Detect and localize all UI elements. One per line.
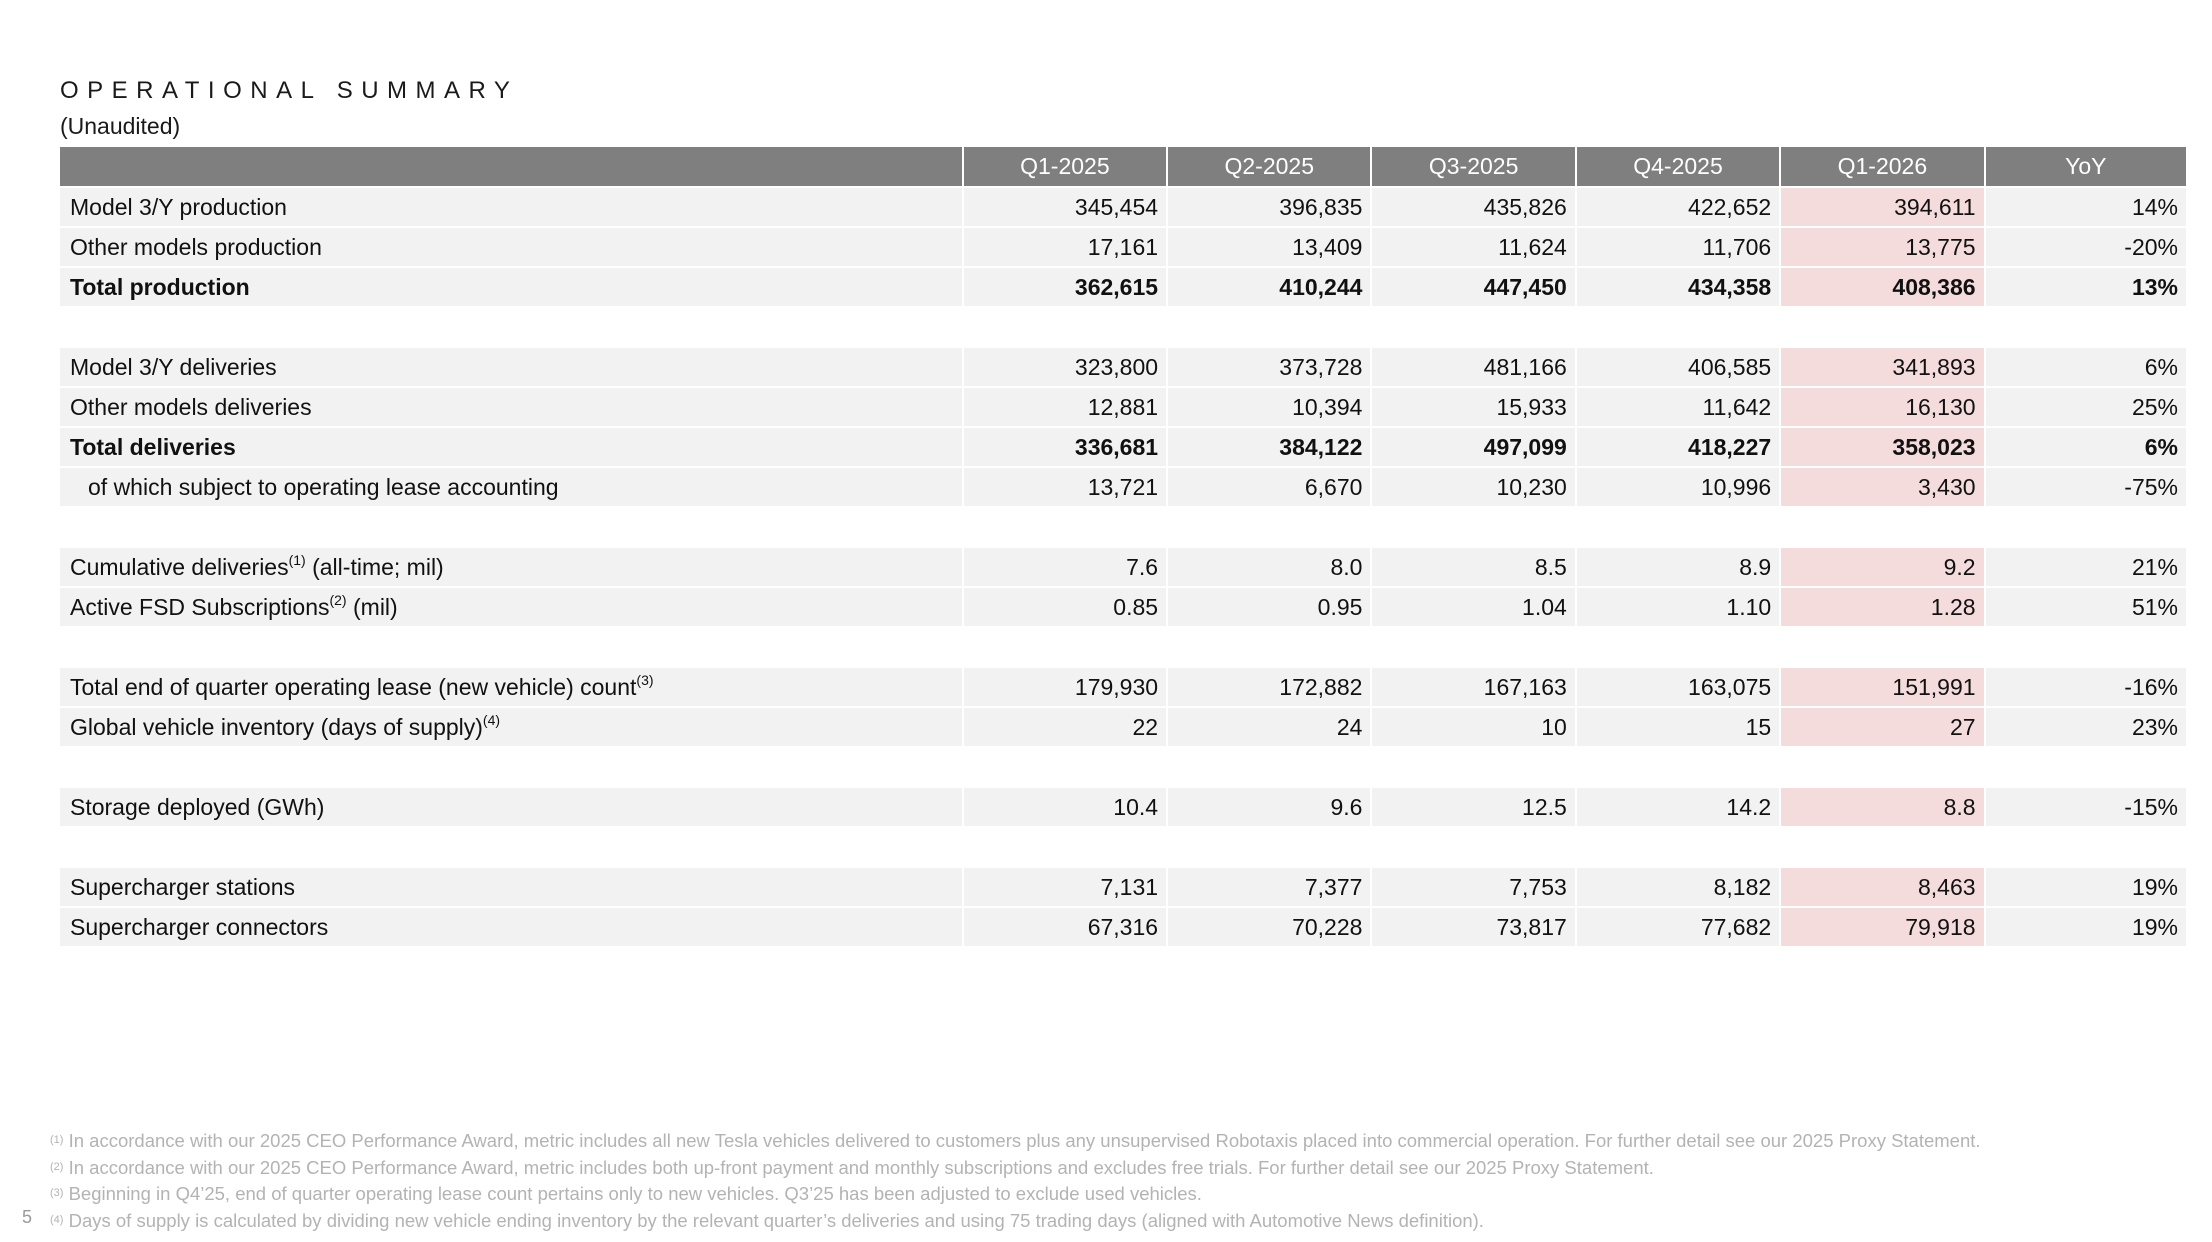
yoy-cell: 6% — [1984, 346, 2186, 386]
value-cell: 384,122 — [1166, 426, 1370, 466]
value-cell: 12.5 — [1370, 786, 1574, 826]
row-label — [60, 426, 962, 466]
footnote-marker: (3) — [636, 671, 654, 688]
value-cell: 0.95 — [1166, 586, 1370, 626]
value-cell: 373,728 — [1166, 346, 1370, 386]
value-cell: 13,409 — [1166, 226, 1370, 266]
value-cell: 12,881 — [962, 386, 1166, 426]
header-q1-2026: Q1-2026 — [1779, 147, 1983, 186]
yoy-cell: 21% — [1984, 546, 2186, 586]
table-row — [60, 346, 2186, 386]
header-q2-2025: Q2-2025 — [1166, 147, 1370, 186]
value-cell: 7,377 — [1166, 866, 1370, 906]
yoy-cell: -15% — [1984, 786, 2186, 826]
value-cell: 406,585 — [1575, 346, 1779, 386]
footnote-marker: (2) — [329, 591, 347, 608]
value-cell: 27 — [1779, 706, 1983, 746]
value-cell: 77,682 — [1575, 906, 1779, 946]
row-label-text: Cumulative deliveries — [70, 553, 289, 580]
yoy-cell: 19% — [1984, 906, 2186, 946]
page-title: OPERATIONAL SUMMARY — [60, 77, 519, 104]
header-label-cell — [60, 147, 962, 186]
row-label-suffix: (mil) — [346, 593, 398, 620]
footnote-number: (1) — [50, 1134, 64, 1146]
footnote-marker: (1) — [288, 551, 306, 568]
yoy-cell: -75% — [1984, 466, 2186, 506]
value-cell: 22 — [962, 706, 1166, 746]
value-cell: 17,161 — [962, 226, 1166, 266]
row-label — [60, 266, 962, 306]
row-label-text: Supercharger stations — [70, 873, 296, 900]
value-cell: 0.85 — [962, 586, 1166, 626]
value-cell: 11,642 — [1575, 386, 1779, 426]
value-cell: 14.2 — [1575, 786, 1779, 826]
yoy-cell: -20% — [1984, 226, 2186, 266]
row-label — [60, 906, 962, 946]
header-q1-2025: Q1-2025 — [962, 147, 1166, 186]
yoy-cell: 25% — [1984, 386, 2186, 426]
value-cell: 11,624 — [1370, 226, 1574, 266]
row-label — [60, 546, 962, 586]
row-label — [60, 586, 962, 626]
table-row — [60, 386, 2186, 426]
header-yoy: YoY — [1984, 147, 2186, 186]
value-cell: 323,800 — [962, 346, 1166, 386]
table-row — [60, 706, 2186, 746]
row-label — [60, 866, 962, 906]
table-row — [60, 786, 2186, 826]
spacer-row — [60, 826, 2186, 866]
value-cell: 15,933 — [1370, 386, 1574, 426]
value-cell: 10,394 — [1166, 386, 1370, 426]
value-cell: 434,358 — [1575, 266, 1779, 306]
value-cell: 408,386 — [1779, 266, 1983, 306]
yoy-cell: 51% — [1984, 586, 2186, 626]
row-label-text: Active FSD Subscriptions — [70, 593, 330, 620]
spacer-cell — [60, 306, 2186, 346]
value-cell: 9.2 — [1779, 546, 1983, 586]
row-label-text: Global vehicle inventory (days of supply) — [70, 713, 483, 740]
value-cell: 10 — [1370, 706, 1574, 746]
spacer-row — [60, 306, 2186, 346]
row-label-text: Supercharger connectors — [70, 913, 329, 940]
row-label — [60, 706, 962, 746]
table-row — [60, 186, 2186, 226]
yoy-cell: 14% — [1984, 186, 2186, 226]
value-cell: 358,023 — [1779, 426, 1983, 466]
spacer-cell — [60, 626, 2186, 666]
table-row — [60, 586, 2186, 626]
value-cell: 167,163 — [1370, 666, 1574, 706]
row-label — [60, 786, 962, 826]
spacer-row — [60, 506, 2186, 546]
value-cell: 8.5 — [1370, 546, 1574, 586]
row-label-text: Total end of quarter operating lease (new vehicle) count — [70, 673, 637, 700]
spacer-cell — [60, 746, 2186, 786]
value-cell: 163,075 — [1575, 666, 1779, 706]
yoy-cell: 23% — [1984, 706, 2186, 746]
value-cell: 1.04 — [1370, 586, 1574, 626]
row-label-suffix: (all-time; mil) — [305, 553, 444, 580]
value-cell: 418,227 — [1575, 426, 1779, 466]
table-row — [60, 866, 2186, 906]
table-row — [60, 546, 2186, 586]
row-label — [60, 466, 962, 506]
value-cell: 13,721 — [962, 466, 1166, 506]
value-cell: 16,130 — [1779, 386, 1983, 426]
value-cell: 8.9 — [1575, 546, 1779, 586]
row-label-text: Other models deliveries — [70, 393, 312, 420]
spacer-row — [60, 626, 2186, 666]
value-cell: 336,681 — [962, 426, 1166, 466]
value-cell: 345,454 — [962, 186, 1166, 226]
row-label-text: of which subject to operating lease accounting — [88, 473, 559, 500]
value-cell: 435,826 — [1370, 186, 1574, 226]
value-cell: 10,230 — [1370, 466, 1574, 506]
footnote-number: (4) — [50, 1213, 64, 1226]
value-cell: 362,615 — [962, 266, 1166, 306]
footnote-text: Days of supply is calculated by dividing new vehicle ending inventory by the relevant quarter’s deliveries and using 75 trading days (aligned with Automotive News definition). — [68, 1209, 1484, 1231]
row-label-text: Total production — [70, 273, 250, 300]
value-cell: 1.10 — [1575, 586, 1779, 626]
value-cell: 341,893 — [1779, 346, 1983, 386]
value-cell: 6,670 — [1166, 466, 1370, 506]
operational-summary-table — [60, 147, 2186, 946]
footnote-text: In accordance with our 2025 CEO Performance Award, metric includes all new Tesla vehicles delivered to customers plus any unsupervised Robotaxis placed into commercial operation. For further detail see our 2025 Proxy Statement. — [68, 1130, 1981, 1151]
page-number: 5 — [22, 1207, 33, 1227]
value-cell: 8,463 — [1779, 866, 1983, 906]
value-cell: 394,611 — [1779, 186, 1983, 226]
row-label-text: Other models production — [70, 233, 322, 260]
yoy-cell: -16% — [1984, 666, 2186, 706]
table-row — [60, 666, 2186, 706]
value-cell: 73,817 — [1370, 906, 1574, 946]
value-cell: 8,182 — [1575, 866, 1779, 906]
row-label-text: Storage deployed (GWh) — [70, 793, 325, 820]
table-row — [60, 426, 2186, 466]
value-cell: 11,706 — [1575, 226, 1779, 266]
row-label-text: Model 3/Y production — [70, 193, 287, 220]
value-cell: 3,430 — [1779, 466, 1983, 506]
value-cell: 9.6 — [1166, 786, 1370, 826]
row-label — [60, 186, 962, 226]
table-row — [60, 266, 2186, 306]
footnote-line — [50, 1181, 2150, 1208]
table-row — [60, 906, 2186, 946]
footnote-text: In accordance with our 2025 CEO Performance Award, metric includes both up-front payment and monthly subscriptions and excludes free trials. For further detail see our 2025 Proxy Statement. — [68, 1156, 1654, 1178]
row-label — [60, 346, 962, 386]
value-cell: 79,918 — [1779, 906, 1983, 946]
value-cell: 172,882 — [1166, 666, 1370, 706]
page-subtitle: (Unaudited) — [60, 113, 181, 139]
row-label-text: Total deliveries — [70, 433, 236, 460]
row-label — [60, 226, 962, 266]
value-cell: 410,244 — [1166, 266, 1370, 306]
value-cell: 8.0 — [1166, 546, 1370, 586]
value-cell: 70,228 — [1166, 906, 1370, 946]
value-cell: 67,316 — [962, 906, 1166, 946]
footnote-marker: (4) — [482, 711, 501, 728]
spacer-cell — [60, 506, 2186, 546]
value-cell: 497,099 — [1370, 426, 1574, 466]
table-row — [60, 466, 2186, 506]
value-cell: 447,450 — [1370, 266, 1574, 306]
value-cell: 10,996 — [1575, 466, 1779, 506]
footnote-line — [50, 1208, 2150, 1235]
yoy-cell: 13% — [1984, 266, 2186, 306]
value-cell: 7.6 — [962, 546, 1166, 586]
table-row — [60, 226, 2186, 266]
yoy-cell: 6% — [1984, 426, 2186, 466]
row-label — [60, 386, 962, 426]
footnote-line — [50, 1128, 2150, 1155]
footnote-number: (3) — [50, 1187, 64, 1199]
value-cell: 481,166 — [1370, 346, 1574, 386]
value-cell: 179,930 — [962, 666, 1166, 706]
footnote-text: Beginning in Q4’25, end of quarter operating lease count pertains only to new vehicles. Q3’25 has been adjusted to exclude used vehicles. — [68, 1183, 1202, 1204]
footnote-line — [50, 1155, 2150, 1182]
value-cell: 8.8 — [1779, 786, 1983, 826]
spacer-cell — [60, 826, 2186, 866]
spacer-row — [60, 746, 2186, 786]
value-cell: 24 — [1166, 706, 1370, 746]
value-cell: 422,652 — [1575, 186, 1779, 226]
value-cell: 10.4 — [962, 786, 1166, 826]
footnotes — [50, 1128, 2150, 1234]
value-cell: 151,991 — [1779, 666, 1983, 706]
value-cell: 1.28 — [1779, 586, 1983, 626]
header-q4-2025: Q4-2025 — [1575, 147, 1779, 186]
value-cell: 7,131 — [962, 866, 1166, 906]
value-cell: 7,753 — [1370, 866, 1574, 906]
value-cell: 13,775 — [1779, 226, 1983, 266]
row-label — [60, 666, 962, 706]
value-cell: 15 — [1575, 706, 1779, 746]
row-label-text: Model 3/Y deliveries — [70, 353, 277, 380]
yoy-cell: 19% — [1984, 866, 2186, 906]
table-header-row — [60, 147, 2186, 186]
header-q3-2025: Q3-2025 — [1370, 147, 1574, 186]
footnote-number: (2) — [50, 1160, 64, 1173]
value-cell: 396,835 — [1166, 186, 1370, 226]
